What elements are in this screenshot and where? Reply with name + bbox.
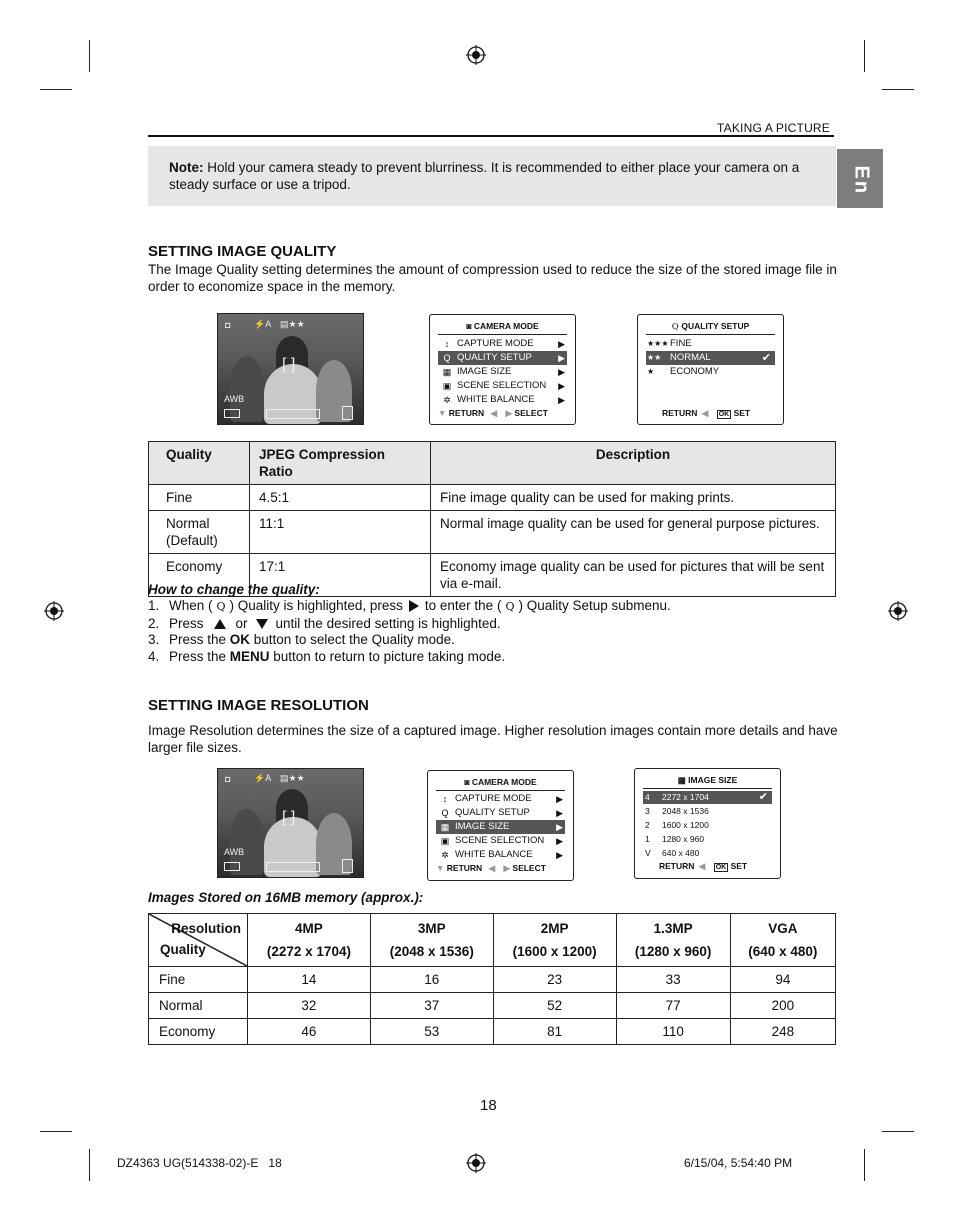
step-text: button to return to picture taking mode. [269,649,506,665]
size-option-1-3mp[interactable] [643,833,772,846]
camera-mode-icon: ◘ [225,320,231,330]
table-cell: 11:1 [250,511,431,554]
step-emphasis: OK [229,632,251,648]
table-cell: 16 [370,967,493,993]
menu-title [430,321,575,331]
menu-title-text: IMAGE SIZE [688,775,738,785]
zoom-bar-icon [266,862,320,872]
size-option-vga[interactable] [643,847,772,860]
table-cell: Economy image quality can be used for pictures that will be sent via e-mail. [431,554,836,597]
table-cell: 81 [493,1019,616,1045]
registration-mark-icon [44,601,64,621]
quality-setup-icon: Q [441,808,449,818]
resolution-4mp-icon: 4 [645,792,650,802]
table-header-row [149,914,836,967]
checkmark-icon: ✔ [761,352,771,364]
size-option-label: 1280 x 960 [662,834,705,844]
storage-caption: Images Stored on 16MB memory (approx.): [148,890,424,905]
table-row [149,485,836,511]
menu-item-image-size[interactable] [438,365,567,379]
quality-option-economy[interactable] [646,365,775,379]
quality-heading: SETTING IMAGE QUALITY [148,243,337,260]
arrow-left-icon: ◀ [698,861,706,871]
table-cell: 37 [370,993,493,1019]
table-header [730,914,835,967]
quality-option-label: FINE [670,338,692,349]
camera-mode-menu [429,314,576,425]
table-cell: 52 [493,993,616,1019]
menu-item-label: IMAGE SIZE [455,821,510,832]
quality-option-label: ECONOMY [670,366,720,377]
scene-selection-icon: ▣ [442,381,452,391]
step-text: When ( [169,598,213,613]
crop-mark [864,1149,865,1181]
menu-item-scene-selection[interactable] [438,379,567,393]
menu-item-label: CAPTURE MODE [457,338,534,349]
camera-icon: ◙ [464,777,472,787]
table-cell: 46 [248,1019,371,1045]
image-size-icon: ▦ [442,367,452,377]
menu-title [635,775,780,786]
column-size: (2272 x 1704) [266,944,351,959]
flash-auto-icon: ⚡A [254,319,272,329]
menu-item-label: WHITE BALANCE [457,394,535,405]
arrow-right-icon: ▶ [558,381,565,391]
crop-mark [864,40,865,72]
table-cell: 248 [730,1019,835,1045]
table-cell: 33 [616,967,730,993]
column-size: (2048 x 1536) [389,944,474,959]
menu-title-text: CAMERA MODE [471,777,537,787]
page-number: 18 [480,1097,497,1114]
arrow-right-icon [409,600,419,612]
menu-item-capture-mode[interactable] [436,792,565,806]
awb-indicator: AWB [224,394,245,404]
flash-auto-icon: ⚡A [254,773,272,783]
white-balance-icon: ✲ [441,850,449,860]
table-cell: Normal (Default) [149,511,250,554]
crop-mark [882,89,914,90]
column-name: 2MP [540,921,569,936]
quality-setup-icon: Q [443,353,451,363]
camera-preview-image [217,313,364,425]
quality-option-fine[interactable] [646,337,775,351]
column-name: 3MP [417,921,446,936]
white-balance-icon: ✲ [443,395,451,405]
crop-mark [89,40,90,72]
language-tab-label: En [850,165,873,196]
table-cell: Normal [149,993,248,1019]
menu-footer [662,408,775,419]
step-text: Press the [169,649,230,665]
return-label: RETURN [659,861,695,871]
column-name: 1.3MP [653,921,693,936]
table-header [248,914,371,967]
menu-divider [646,334,775,335]
arrow-down-icon: ▼ [438,408,449,418]
battery-icon [224,862,240,871]
image-size-menu [634,768,781,879]
camera-mode-icon: ◘ [225,774,231,784]
menu-item-quality-setup[interactable] [438,351,567,365]
image-size-icon: ▦ [677,775,689,785]
arrow-up-icon [214,619,226,629]
size-option-2mp[interactable] [643,819,772,832]
table-header: Description [431,442,836,485]
quality-table [148,441,836,597]
table-header [493,914,616,967]
resolution-heading: SETTING IMAGE RESOLUTION [148,697,369,714]
arrow-right-icon: ▶ [556,808,563,818]
menu-item-label: QUALITY SETUP [455,807,530,818]
list-item: 1. When ( Q ) Quality is highlighted, press to enter the ( Q ) Quality Setup submenu. [148,598,671,613]
menu-item-label: QUALITY SETUP [457,352,532,363]
table-row [149,993,836,1019]
table-row [149,1019,836,1045]
step-text: ) Quality Setup submenu. [518,598,671,613]
list-item: 3. Press the OK button to select the Quality mode. [148,632,455,648]
image-size-icon: ▦ [440,822,450,832]
quality-setup-menu [637,314,784,425]
column-size: (1600 x 1200) [512,944,597,959]
camera-preview-image [217,768,364,878]
menu-divider [438,334,567,335]
return-label: RETURN [448,408,485,418]
list-item: 4. Press the MENU button to return to picture taking mode. [148,649,506,665]
registration-mark-icon [466,1153,486,1173]
stars-icon: ★ [647,367,655,376]
return-label: RETURN [662,408,698,418]
crop-mark [40,1131,72,1132]
menu-footer [659,861,772,872]
quality-setup-icon: Q [216,600,226,613]
column-size: (1280 x 960) [634,944,712,959]
note-text [169,159,819,193]
arrow-right-icon: ▶ [556,794,563,804]
memory-card-icon [342,859,353,873]
howto-steps [148,598,671,666]
quality-stars-icon: ▤★★ [280,773,305,783]
quality-intro: The Image Quality setting determines the amount of compression used to reduce the size of the stored image file in order to economize space in the memory. [148,262,837,294]
table-header: JPEG Compression Ratio [250,442,431,485]
menu-item-quality-setup[interactable] [436,806,565,820]
table-cell: 32 [248,993,371,1019]
table-header [370,914,493,967]
table-cell: Fine [149,485,250,511]
arrow-right-icon: ▶ [558,367,565,377]
capture-mode-icon: ↕ [442,794,448,804]
step-text: Press the [169,632,230,648]
menu-title [638,321,783,332]
table-cell: Economy [149,554,250,597]
table-cell: 53 [370,1019,493,1045]
quality-stars-icon: ▤★★ [280,319,305,329]
menu-item-scene-selection[interactable] [436,834,565,848]
table-cell: Economy [149,1019,248,1045]
stars-icon: ★★★ [647,339,669,348]
column-name: 4MP [295,921,323,936]
step-text: to enter the ( [424,598,502,613]
resolution-vga-icon: V [645,848,651,858]
menu-item-white-balance[interactable] [438,393,567,407]
awb-indicator: AWB [224,847,245,857]
document-id: DZ4363 UG(514338-02)-E 18 [117,1156,282,1170]
stars-icon: ★★ [647,353,662,362]
focus-bracket-icon: [ ] [282,809,296,826]
step-text: Press [169,615,204,631]
arrow-right-icon: ▶ [556,822,563,832]
arrow-down-icon: ▼ [436,863,447,873]
corner-quality-label: Quality [160,942,206,957]
scene-selection-icon: ▣ [440,836,450,846]
registration-mark-icon [888,601,908,621]
language-tab [837,149,883,208]
table-row [149,511,836,554]
checkmark-icon: ✔ [758,791,768,803]
size-option-label: 2048 x 1536 [662,806,709,816]
corner-resolution-label: Resolution [171,921,241,936]
table-row [149,967,836,993]
resolution-3mp-icon: 3 [645,806,650,816]
size-option-4mp[interactable] [643,791,772,804]
registration-mark-icon [466,45,486,65]
table-cell: 94 [730,967,835,993]
table-corner-header [149,914,248,967]
camera-icon: ◙ [466,321,474,331]
howto-heading: How to change the quality: [148,582,320,597]
menu-item-label: CAPTURE MODE [455,793,532,804]
battery-icon [224,409,240,418]
size-option-label: 2272 x 1704 [662,792,709,802]
table-cell: 110 [616,1019,730,1045]
note-body: Hold your camera steady to prevent blurriness. It is recommended to either place your camera on a steady surface or use a tripod. [169,160,800,192]
table-header-row [149,442,836,485]
arrow-right-icon: ▶ [505,408,515,418]
select-label: SELECT [512,863,546,873]
focus-bracket-icon: [ ] [282,356,296,373]
table-cell: 17:1 [250,554,431,597]
note-box [148,146,836,206]
menu-item-capture-mode[interactable] [438,337,567,351]
menu-item-white-balance[interactable] [436,848,565,862]
camera-mode-menu [427,770,574,881]
table-header: Quality [149,442,250,485]
crop-mark [89,1149,90,1181]
menu-item-label: SCENE SELECTION [455,835,545,846]
menu-title [428,777,573,787]
table-cell: 23 [493,967,616,993]
menu-item-label: IMAGE SIZE [457,366,512,377]
arrow-left-icon: ◀ [490,408,498,418]
quality-option-normal[interactable] [646,351,775,365]
menu-divider [436,790,565,791]
table-cell: Fine image quality can be used for making prints. [431,485,836,511]
ok-button-icon: OK [718,411,730,418]
header-rule [148,135,834,137]
capture-mode-icon: ↕ [444,339,450,349]
resolution-2mp-icon: 2 [645,820,650,830]
note-label: Note: [169,160,204,175]
size-option-label: 1600 x 1200 [662,820,709,830]
quality-option-label: NORMAL [670,352,711,363]
menu-title-text: QUALITY SETUP [681,321,750,331]
step-text: button to select the Quality mode. [250,632,455,648]
menu-title-text: CAMERA MODE [473,321,539,331]
resolution-intro: Image Resolution determines the size of a captured image. Higher resolution images contain more details and have larger file sizes. [148,723,838,755]
table-cell: 14 [248,967,371,993]
table-cell: 4.5:1 [250,485,431,511]
quality-setup-icon: Q [671,322,682,332]
menu-footer [436,863,565,874]
menu-footer [438,408,567,419]
size-option-3mp[interactable] [643,805,772,818]
print-timestamp: 6/15/04, 5:54:40 PM [684,1156,793,1170]
menu-item-label: WHITE BALANCE [455,849,533,860]
column-size: (640 x 480) [748,944,818,959]
size-option-label: 640 x 480 [662,848,700,858]
table-cell: 77 [616,993,730,1019]
arrow-right-icon: ▶ [503,863,513,873]
arrow-left-icon: ◀ [701,408,709,418]
arrow-right-icon: ▶ [558,353,565,363]
table-header [616,914,730,967]
table-cell: Fine [149,967,248,993]
step-emphasis: MENU [229,649,270,665]
crop-mark [40,89,72,90]
step-text: ) Quality is highlighted, press [229,598,403,613]
resolution-1-3mp-icon: 1 [645,834,650,844]
select-label: SELECT [514,408,548,418]
menu-divider [643,788,772,789]
memory-card-icon [342,406,353,420]
list-item: 2. Press or until the desired setting is highlighted. [148,615,501,631]
return-label: RETURN [446,863,483,873]
ok-button-icon: OK [715,864,727,871]
table-cell: Normal image quality can be used for general purpose pictures. [431,511,836,554]
arrow-right-icon: ▶ [558,395,565,405]
zoom-bar-icon [266,409,320,419]
arrow-left-icon: ◀ [488,863,496,873]
running-header: TAKING A PICTURE [717,121,830,135]
crop-mark [882,1131,914,1132]
storage-table [148,913,836,1045]
set-label: SET [733,408,751,418]
set-label: SET [730,861,748,871]
table-cell: 200 [730,993,835,1019]
arrow-right-icon: ▶ [558,339,565,349]
quality-setup-icon: Q [505,600,515,613]
step-text: or [235,615,248,631]
menu-item-image-size[interactable] [436,820,565,834]
arrow-right-icon: ▶ [556,836,563,846]
column-name: VGA [768,921,798,936]
arrow-down-icon [256,619,268,629]
arrow-right-icon: ▶ [556,850,563,860]
menu-item-label: SCENE SELECTION [457,380,547,391]
step-text: until the desired setting is highlighted. [275,615,501,631]
